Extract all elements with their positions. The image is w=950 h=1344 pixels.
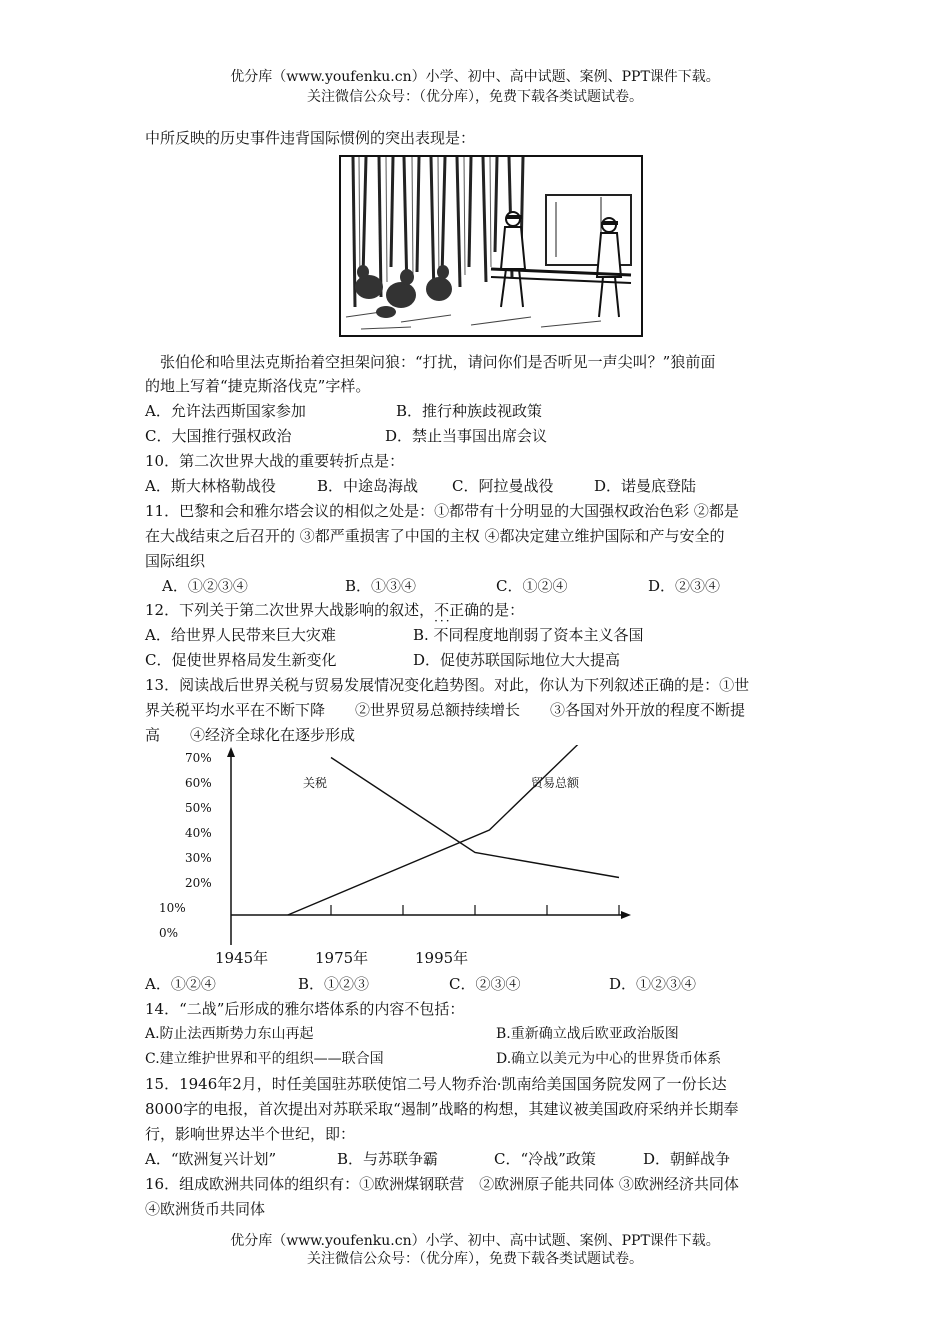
series-line-trade-total — [288, 745, 590, 915]
q13-stem-line-3: 高 ④经济全球化在逐步形成 — [145, 726, 356, 744]
q15-option-a: A．“欧洲复兴计划” — [145, 1150, 277, 1168]
header-line-2: 关注微信公众号：（优分库），免费下载各类试题试卷。 — [307, 89, 643, 105]
x-axis-arrow — [621, 911, 631, 919]
q15-option-c: C．“冷战”政策 — [494, 1150, 596, 1168]
footer-line-2: 关注微信公众号：（优分库），免费下载各类试题试卷。 — [307, 1251, 643, 1267]
y-tick-label: 10% — [159, 901, 186, 915]
q12-option-a: A．给世界人民带来巨大灾难 — [145, 626, 336, 644]
q9-lead: 中所反映的历史事件违背国际惯例的突出表现是： — [145, 129, 476, 147]
q12-stem-post: 的是： — [479, 601, 525, 619]
q12-option-c: C．促使世界格局发生新变化 — [145, 651, 337, 669]
q9-option-d: D．禁止当事国出席会议 — [385, 427, 548, 445]
q10-option-d: D．诺曼底登陆 — [594, 477, 697, 495]
q10-option-c: C．阿拉曼战役 — [452, 477, 554, 495]
q14-stem: 14．“二战”后形成的雅尔塔体系的内容不包括： — [145, 1000, 465, 1018]
q11-stem-line-3: 国际组织 — [145, 552, 206, 570]
legend-label-tariff: 关税 — [303, 776, 328, 790]
q12-stem-emphasis: 不正确 ··· — [434, 601, 479, 619]
footer-line-1: 优分库（www.youfenku.cn）小学、初中、高中试题、案例、PPT课件下载。 — [230, 1233, 720, 1249]
q14-option-a: A.防止法西斯势力东山再起 — [145, 1026, 314, 1042]
q13-option-c: C．②③④ — [449, 975, 521, 993]
q10-stem: 10．第二次世界大战的重要转折点是： — [145, 452, 405, 470]
q14-option-c: C.建立维护世界和平的组织——联合国 — [145, 1051, 384, 1067]
x-tick-label: 1995年 — [415, 949, 469, 967]
q15-option-b: B．与苏联争霸 — [337, 1150, 439, 1168]
q12-option-d: D．促使苏联国际地位大大提高 — [413, 651, 621, 669]
q13-stem-line-1: 13．阅读战后世界关税与贸易发展情况变化趋势图。对此，你认为下列叙述正确的是：①世 — [145, 676, 750, 694]
y-tick-label: 60% — [185, 776, 212, 790]
q15-stem-line-2: 8000字的电报，首次提出对苏联采取“遏制”战略的构想，其建议被美国政府采纳并长期奉 — [145, 1100, 739, 1118]
q12-stem-pre: 12．下列关于第二次世界大战影响的叙述， — [145, 601, 435, 619]
x-axis-year-labels — [215, 949, 468, 967]
q9-option-a: A．允许法西斯国家参加 — [145, 402, 306, 420]
cartoon-drawing — [341, 157, 641, 335]
q11-option-d: D．②③④ — [648, 577, 721, 595]
header-line-1: 优分库（www.youfenku.cn）小学、初中、高中试题、案例、PPT课件下载。 — [230, 69, 720, 85]
q11-stem-line-2: 在大战结束之后召开的 ③都严重损害了中国的主权 ④都决定建立维护国际和产与安全的 — [145, 527, 725, 545]
y-tick-label: 50% — [185, 801, 212, 815]
y-axis-arrow — [227, 747, 235, 757]
q15-stem-line-1: 15．1946年2月，时任美国驻苏联使馆二号人物乔治·凯南给美国国务院发网了一份长达 — [145, 1075, 727, 1093]
q10-option-b: B．中途岛海战 — [317, 477, 419, 495]
q16-stem-line-2: ④欧洲货币共同体 — [145, 1200, 266, 1218]
q13-stem-line-2: 界关税平均水平在不断下降 ②世界贸易总额持续增长 ③各国对外开放的程度不断提 — [145, 701, 746, 719]
q11-option-a: A．①②③④ — [162, 577, 248, 595]
q9-option-b: B．推行种族歧视政策 — [396, 402, 543, 420]
q15-stem-line-3: 行，影响世界达半个世纪，即： — [145, 1125, 356, 1143]
q11-stem-line-1: 11．巴黎和会和雅尔塔会议的相似之处是：①都带有十分明显的大国强权政治色彩 ②都是 — [145, 502, 739, 520]
q16-stem-line-1: 16．组成欧洲共同体的组织有：①欧洲煤钢联营 ②欧洲原子能共同体 ③欧洲经济共同体 — [145, 1175, 739, 1193]
q12-option-b: B. 不同程度地削弱了资本主义各国 — [413, 626, 644, 644]
q13-option-b: B．①②③ — [298, 975, 370, 993]
trade-tariff-chart — [145, 745, 645, 975]
q15-option-d: D．朝鲜战争 — [643, 1150, 731, 1168]
q13-option-a: A．①②④ — [145, 975, 216, 993]
cartoon-image — [339, 155, 643, 337]
q9-caption-line-1: 张伯伦和哈里法克斯抬着空担架问狼：“打扰，请问你们是否听见一声尖叫？”狼前面 — [145, 353, 716, 371]
q11-option-c: C．①②④ — [496, 577, 568, 595]
y-tick-label: 40% — [185, 826, 212, 840]
y-tick-label: 0% — [159, 926, 179, 940]
y-tick-label: 70% — [185, 751, 212, 765]
y-tick-label: 30% — [185, 851, 212, 865]
x-axis-tick-marks — [331, 905, 619, 915]
y-tick-label: 20% — [185, 876, 212, 890]
q12-stem — [145, 600, 524, 620]
q9-option-c: C．大国推行强权政治 — [145, 427, 292, 445]
q14-option-b: B.重新确立战后欧亚政治版图 — [496, 1026, 679, 1042]
legend-label-trade-total: 贸易总额 — [531, 776, 580, 790]
q11-option-b: B．①③④ — [345, 577, 417, 595]
y-axis-tick-labels — [159, 751, 212, 940]
x-tick-label: 1945年 — [215, 949, 269, 967]
q9-caption-line-2: 的地上写着“捷克斯洛伐克”字样。 — [145, 377, 371, 395]
q14-option-d: D.确立以美元为中心的世界货币体系 — [496, 1051, 722, 1067]
q10-option-a: A．斯大林格勒战役 — [145, 477, 276, 495]
q13-option-d: D．①②③④ — [609, 975, 697, 993]
x-tick-label: 1975年 — [315, 949, 369, 967]
